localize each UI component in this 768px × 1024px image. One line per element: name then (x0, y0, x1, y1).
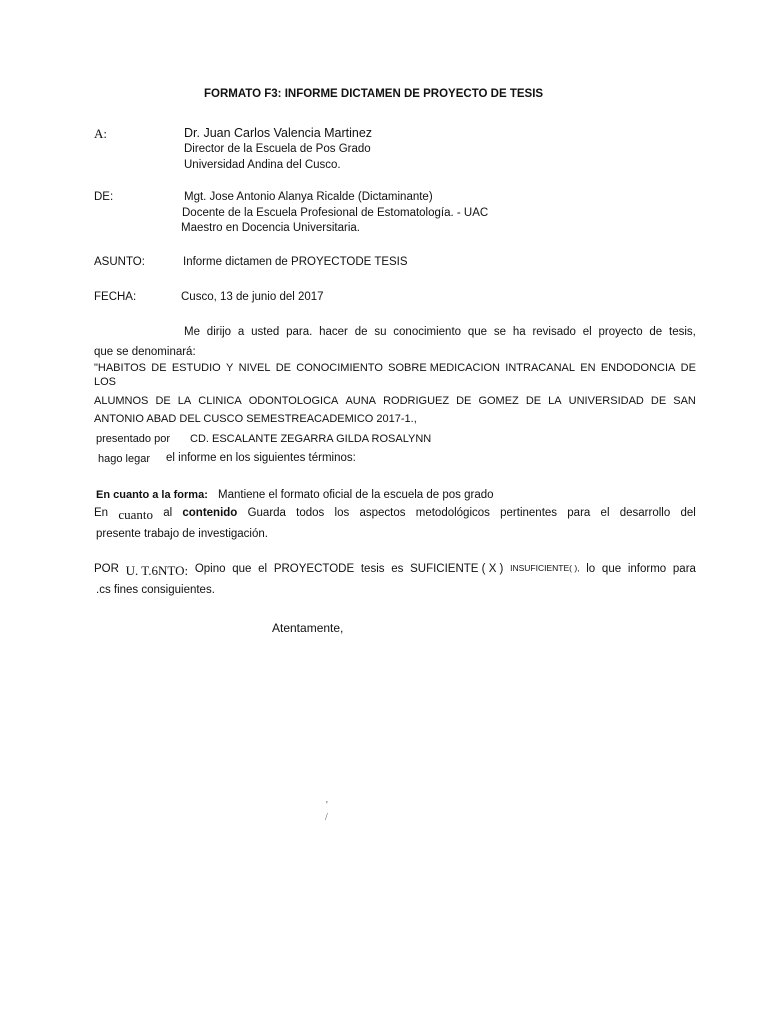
form-section-label: En cuanto a la forma: (96, 489, 208, 501)
word: LA (548, 395, 562, 407)
word: desarrollo (619, 507, 671, 519)
presented-by-label: presentado por (96, 433, 170, 445)
word: contenido (182, 507, 238, 519)
word: RODRIGUEZ (383, 395, 450, 407)
recipient-role: Director de la Escuela de Pos Grado (184, 143, 371, 155)
word: SUFICIENTE ( X ) (410, 563, 504, 575)
word: su (374, 326, 387, 338)
conclusion-line-2: .cs fines consiguientes. (96, 584, 215, 596)
sender-degree: Maestro en Docencia Universitaria. (181, 222, 360, 234)
word: "HABITOS (94, 362, 146, 374)
word: dirijo (206, 326, 232, 338)
word: el (258, 563, 268, 575)
from-label: DE: (94, 191, 114, 203)
terms-text: el informe en los siguientes términos: (166, 452, 356, 464)
hago-legar: hago legar (98, 453, 150, 465)
word: UNIVERSIDAD (568, 395, 644, 407)
word: ODONTOLOGICA (248, 395, 339, 407)
word: AUNA (345, 395, 377, 407)
word: tesis, (669, 326, 696, 338)
content-line-1 (94, 507, 696, 523)
word: DE (275, 362, 292, 374)
word: de (649, 326, 663, 338)
word: para (672, 563, 696, 575)
word: que (601, 563, 622, 575)
word: ENDODONCIA (600, 362, 676, 374)
sender-role: Docente de la Escuela Profesional de Estomatología. - UAC (182, 207, 489, 219)
word: GOMEZ (478, 395, 519, 407)
thesis-line-4: ANTONIO ABAD DEL CUSCO SEMESTREACADEMICO 2017-1., (94, 413, 417, 425)
content-line-2: presente trabajo de investigación. (96, 528, 268, 540)
subject-label: ASUNTO: (94, 256, 145, 268)
word: INTRACANAL (505, 362, 575, 374)
word: aspectos (359, 507, 406, 519)
recipient-institution: Universidad Andina del Cusco. (184, 159, 341, 171)
conclusion-line-1 (94, 563, 696, 579)
presented-by-name: CD. ESCALANTE ZEGARRA GILDA ROSALYNN (190, 433, 432, 445)
word: de (354, 326, 368, 338)
word: Guarda (247, 507, 286, 519)
word: al (163, 507, 173, 519)
word: ESTUDIO (171, 362, 221, 374)
word: metodológicos (415, 507, 490, 519)
word: para. (286, 326, 313, 338)
word: DE (155, 395, 171, 407)
thesis-line-3 (94, 395, 696, 408)
word: que (467, 326, 488, 338)
word: DE (680, 362, 696, 374)
word: lo (586, 563, 596, 575)
form-section-text: Mantiene el formato oficial de la escuela de pos grado (218, 489, 494, 501)
word: POR (94, 563, 119, 575)
word: usted (251, 326, 280, 338)
word: En (94, 507, 109, 519)
word: pertinentes (500, 507, 558, 519)
word: DE (456, 395, 472, 407)
closing: Atentamente, (272, 621, 344, 635)
subject-value: Informe dictamen de PROYECTODE TESIS (183, 256, 408, 268)
sender-name: Mgt. Jose Antonio Alanya Ricalde (Dictaminante) (184, 191, 433, 203)
word: PROYECTODE (273, 563, 355, 575)
word: es (391, 563, 404, 575)
word: el (582, 326, 592, 338)
word: tesis (360, 563, 385, 575)
word: SAN (673, 395, 696, 407)
word: Y (226, 362, 234, 374)
word: CLINICA (198, 395, 242, 407)
word: Opino (194, 563, 226, 575)
word: SOBRE MEDICACION (388, 362, 501, 374)
word: todos (296, 507, 325, 519)
word: el (600, 507, 610, 519)
word: los (334, 507, 350, 519)
word: se (493, 326, 507, 338)
word: hacer (319, 326, 348, 338)
word: EN (580, 362, 596, 374)
word: conocimiento (393, 326, 462, 338)
word: del (680, 507, 696, 519)
word: DE (151, 362, 167, 374)
to-label: A: (94, 126, 107, 141)
word: a (237, 326, 245, 338)
word: DE (650, 395, 667, 407)
word: Me (184, 326, 200, 338)
stray-mark: ' (326, 800, 328, 811)
word: informo (627, 563, 667, 575)
word: LA (177, 395, 192, 407)
intro-line-1 (184, 326, 696, 340)
word: INSUFICIENTE( ), (510, 563, 580, 573)
word: DE (525, 395, 542, 407)
thesis-line-1 (94, 362, 696, 375)
word: NIVEL (238, 362, 271, 374)
date-label: FECHA: (94, 291, 137, 303)
word: proyecto (598, 326, 643, 338)
word: CONOCIMIENTO (296, 362, 383, 374)
document-title: FORMATO F3: INFORME DICTAMEN DE PROYECTO DE TESIS (204, 88, 544, 100)
word: U. T.6NTO: (125, 563, 189, 578)
thesis-line-2: LOS (94, 376, 117, 388)
date-value: Cusco, 13 de junio del 2017 (181, 291, 324, 303)
word: revisado (532, 326, 576, 338)
recipient-name: Dr. Juan Carlos Valencia Martinez (184, 126, 373, 140)
word: ha (512, 326, 526, 338)
word: para (567, 507, 591, 519)
word: cuanto (118, 507, 153, 522)
word: ALUMNOS (94, 395, 149, 407)
word: que (232, 563, 252, 575)
stray-mark: / (325, 812, 328, 823)
intro-line-2: que se denominará: (94, 346, 196, 358)
